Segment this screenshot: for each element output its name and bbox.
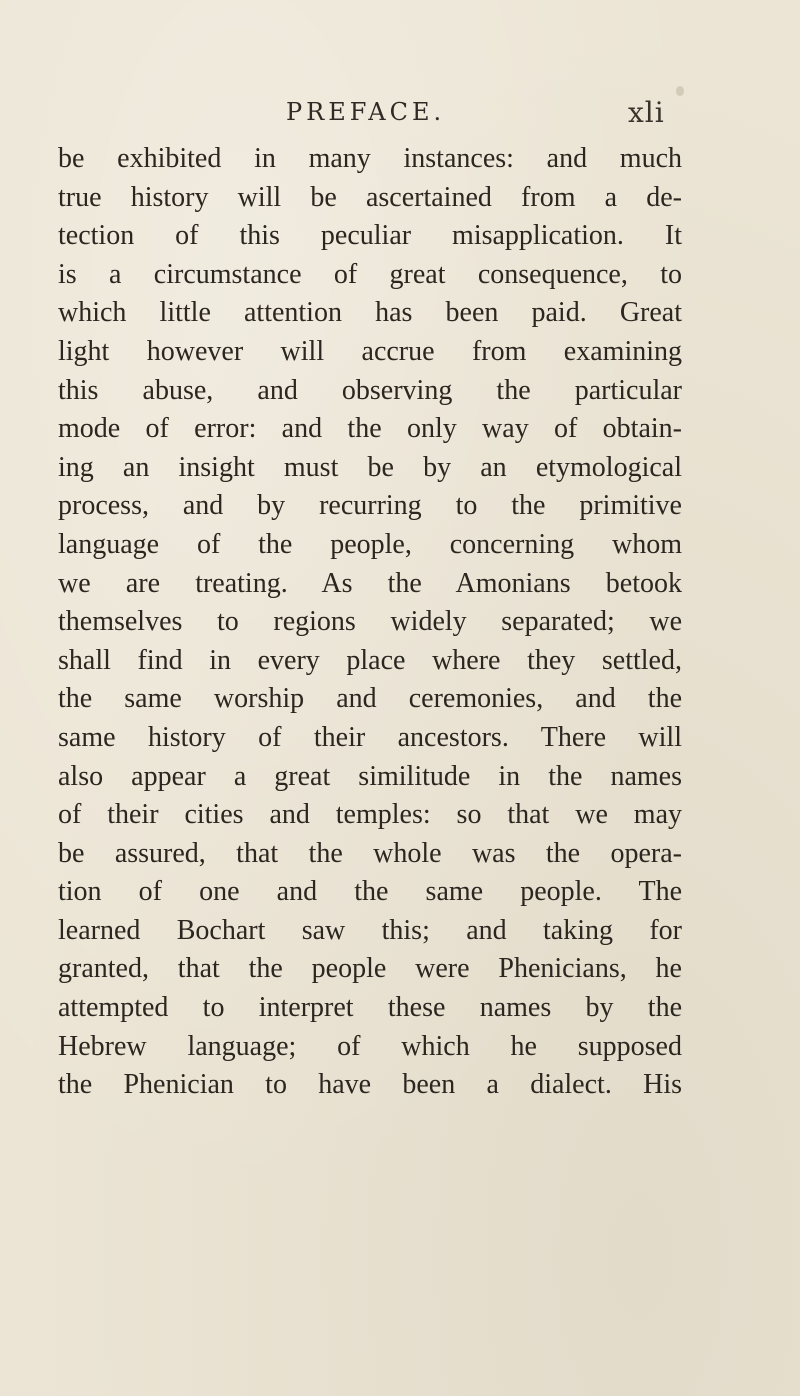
page-title: PREFACE.	[286, 98, 446, 126]
text-line: also appear a great similitude in the names	[58, 760, 682, 792]
text-line: which little attention has been paid. Great	[58, 297, 682, 329]
text-line: this abuse, and observing the particular	[58, 374, 682, 406]
text-line: shall find in every place where they settled,	[58, 644, 682, 676]
body-text	[58, 140, 682, 1105]
text-line: true history will be ascertained from a de-	[58, 181, 682, 213]
text-line: same history of their ancestors. There will	[58, 721, 682, 753]
text-line: learned Bochart saw this; and taking for	[58, 914, 682, 946]
text-line: Hebrew language; of which he supposed	[58, 1030, 682, 1062]
text-line: we are treating. As the Amonians betook	[58, 567, 682, 599]
text-line: is a circumstance of great consequence, to	[58, 258, 682, 290]
text-line: themselves to regions widely separated; we	[58, 606, 682, 638]
text-line: process, and by recurring to the primitive	[58, 490, 682, 522]
text-line: ing an insight must be by an etymological	[58, 451, 682, 483]
text-line: be exhibited in many instances: and much	[58, 143, 682, 174]
text-line: attempted to interpret these names by the	[58, 992, 682, 1024]
paper-blemish	[676, 86, 684, 96]
text-line: granted, that the people were Phenicians, he	[58, 953, 682, 985]
text-line: tion of one and the same people. The	[58, 876, 682, 908]
text-line: the same worship and ceremonies, and the	[58, 683, 682, 715]
text-line: tection of this peculiar misapplication. It	[58, 220, 682, 252]
text-line: be assured, that the whole was the opera-	[58, 837, 682, 869]
running-head	[0, 98, 800, 138]
text-line: mode of error: and the only way of obtain-	[58, 413, 682, 445]
text-line: light however will accrue from examining	[58, 335, 682, 367]
text-line: language of the people, concerning whom	[58, 528, 682, 560]
text-line: the Phenician to have been a dialect. His	[58, 1069, 682, 1101]
page-number: xli	[628, 96, 665, 129]
text-line: of their cities and temples: so that we may	[58, 799, 682, 831]
